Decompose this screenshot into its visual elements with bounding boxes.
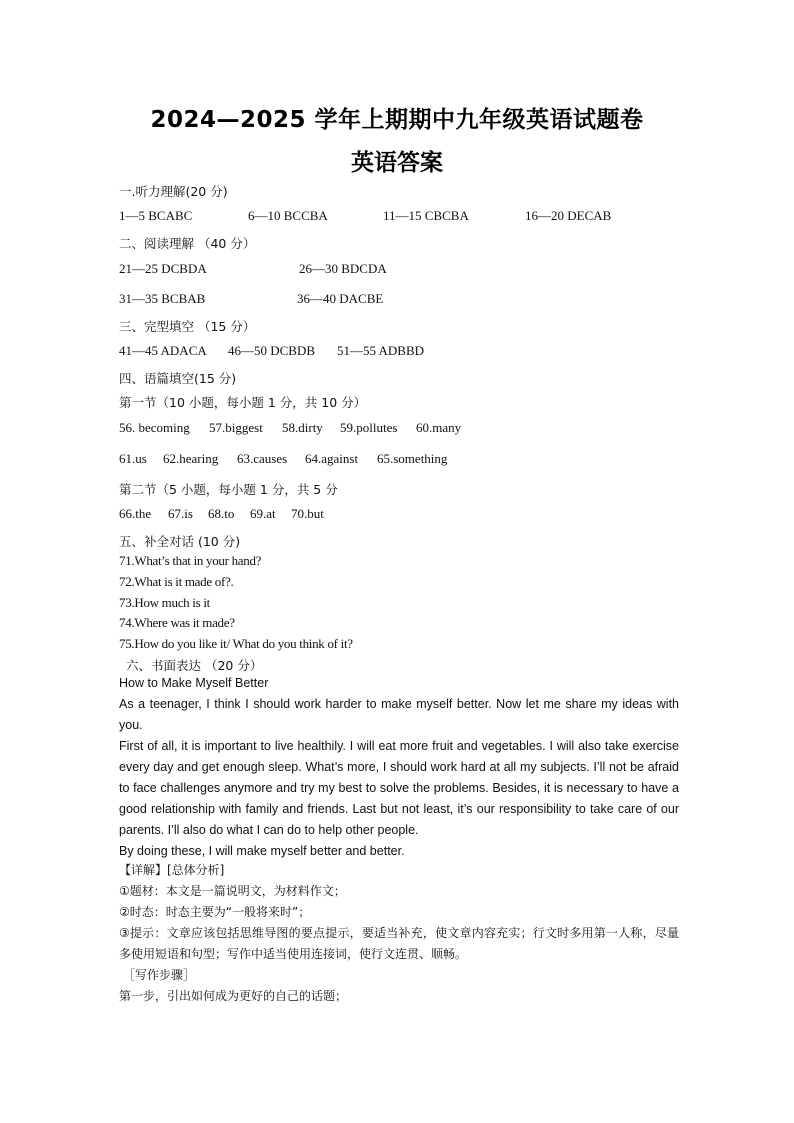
cloze-heading: 三、完型填空 （15 分） (119, 319, 256, 334)
answer-item: 70.but (291, 506, 324, 521)
answer-group: 16—20 DECAB (525, 208, 612, 223)
answer-item: 59.pollutes (340, 420, 398, 435)
dialogue-heading: 五、补全对话 (10 分) (119, 534, 241, 549)
passage-part1-row-1 (119, 420, 679, 436)
answer-group: 31—35 BCBAB (119, 291, 206, 306)
passage-part1-heading: 第一节（10 小题，每小题 1 分，共 10 分） (119, 395, 367, 410)
essay-title: How to Make Myself Better (119, 676, 269, 690)
answer-item: 62.hearing (163, 451, 219, 466)
answer-item: 69.at (250, 506, 276, 521)
passage-part2-row (119, 506, 679, 522)
answer-item: 63.causes (237, 451, 288, 466)
answer-item: 66.the (119, 506, 152, 521)
answer-item: 60.many (416, 420, 462, 435)
dialogue-answer: 73.How much is it (119, 595, 210, 610)
answer-group: 1—5 BCABC (119, 208, 193, 223)
reading-heading: 二、阅读理解 （40 分） (119, 236, 256, 251)
answer-item: 65.something (377, 451, 448, 466)
answer-item: 56. becoming (119, 420, 190, 435)
answer-group: 6—10 BCCBA (248, 208, 328, 223)
reading-answers-row-1 (119, 261, 679, 277)
answer-item: 57.biggest (209, 420, 263, 435)
answer-group: 36—40 DACBE (297, 291, 384, 306)
answer-group: 51—55 ADBBD (337, 343, 425, 358)
analysis-steps-heading: ［写作步骤］ (123, 968, 196, 982)
answer-item: 67.is (168, 506, 193, 521)
analysis-step: 第一步，引出如何成为更好的自己的话题； (119, 989, 348, 1003)
answer-group: 26—30 BDCDA (299, 261, 387, 276)
passage-heading: 四、语篇填空(15 分) (119, 371, 237, 386)
dialogue-answer: 75.How do you like it/ What do you think of it? (119, 636, 353, 651)
listening-answers (119, 208, 679, 224)
answer-item: 58.dirty (282, 420, 323, 435)
answer-group: 21—25 DCBDA (119, 261, 207, 276)
listening-heading: 一.听力理解(20 分) (119, 184, 228, 199)
analysis-point: ③提示：文章应该包括思维导图的要点提示，要适当补充，使文章内容充实；行文时多用第一人称，尽量多使用短语和句型；写作中适当使用连接词，使行文连贯、顺畅。 (119, 926, 679, 961)
page-subtitle: 英语答案 (351, 150, 443, 176)
analysis-detail-heading: 【详解】[总体分析] (119, 863, 225, 877)
essay-paragraph: As a teenager, I think I should work harder to make myself better. Now let me share my ideas with you. (119, 697, 679, 732)
answer-item: 61.us (119, 451, 147, 466)
analysis-section (119, 860, 679, 1007)
answer-group: 11—15 CBCBA (383, 208, 469, 223)
dialogue-answer: 74.Where was it made? (119, 615, 235, 630)
dialogue-answer: 71.What’s that in your hand? (119, 553, 262, 568)
writing-heading: 六、书面表达 （20 分） (126, 658, 263, 673)
page-title: 2024—2025 学年上期期中九年级英语试题卷 (150, 107, 644, 133)
analysis-point: ①题材：本文是一篇说明文，为材料作文； (119, 884, 346, 898)
answer-item: 64.against (305, 451, 359, 466)
analysis-point: ②时态：时态主要为“一般将来时”； (119, 905, 311, 919)
dialogue-answer: 72.What is it made of?. (119, 574, 234, 589)
cloze-answers (119, 343, 679, 359)
reading-answers-row-2 (119, 291, 679, 307)
answer-group: 41—45 ADACA (119, 343, 207, 358)
answer-group: 46—50 DCBDB (228, 343, 316, 358)
essay-body (119, 694, 679, 862)
passage-part1-row-2 (119, 451, 679, 467)
essay-paragraph: First of all, it is important to live healthily. I will eat more fruit and vegetables. I will also take exercise every day and get enough sleep. What’s more, I should work hard at all my subjects. I’ll not be afraid to face challenges anymore and try my best to solve the problems. Besides, it is necessary to have a good relationship with family and friends. Last but not least, it’s our responsibility to take care of our parents. I’ll also do what I can do to help other people. (119, 739, 679, 837)
essay-paragraph: By doing these, I will make myself better and better. (119, 844, 405, 858)
answer-item: 68.to (208, 506, 235, 521)
passage-part2-heading: 第二节（5 小题，每小题 1 分，共 5 分 (119, 482, 338, 497)
